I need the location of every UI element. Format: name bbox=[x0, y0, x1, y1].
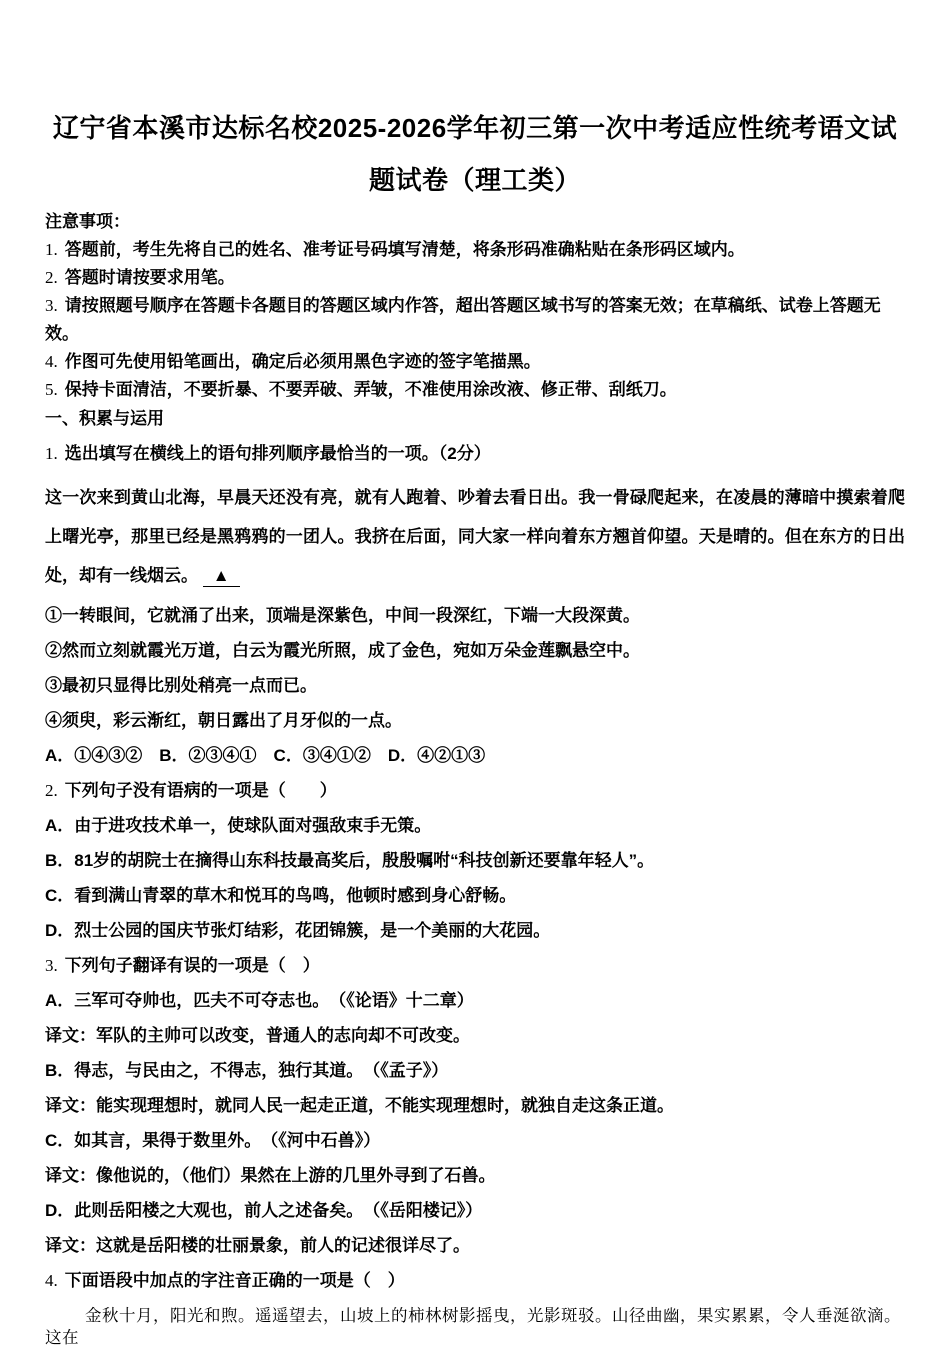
question-4-passage: 金秋十月，阳光和煦。遥遥望去，山坡上的柿林树影摇曳，光影斑驳。山径曲幽，果实累累，令人垂涎欲滴。这在 bbox=[45, 1306, 901, 1347]
passage-text: 这一次来到黄山北海，早晨天还没有亮，就有人跑着、吵着去看日出。我一骨碌爬起来，在凌晨的薄暗中摸索着爬上曙光亭，那里已经是黑鸦鸦的一团人。我挤在后面，同大家一样向着东方翘首仰望。天是晴的。但在东方的日出处，却有一线烟云。 bbox=[45, 488, 905, 585]
question-1-passage bbox=[45, 478, 905, 595]
notice-section bbox=[45, 208, 905, 404]
question-2-option-a: A．由于进攻技术单一，使球队面对强敌束手无策。 bbox=[45, 816, 432, 835]
notice-item bbox=[45, 348, 905, 376]
question-4-stem bbox=[45, 1270, 905, 1292]
section-heading: 一、积累与运用 bbox=[45, 409, 164, 428]
notice-item-text: 答题时请按要求用笔。 bbox=[64, 268, 235, 287]
notice-item-number: 1. bbox=[45, 240, 58, 259]
question-3-option-a: A．三军可夺帅也，匹夫不可夺志也。 （《论语》十二章） bbox=[45, 991, 474, 1010]
notice-heading: 注意事项： bbox=[45, 212, 130, 231]
notice-item-number: 5. bbox=[45, 380, 58, 399]
notice-item bbox=[45, 376, 905, 404]
sentence-line-3: ③最初只显得比别处稍亮一点而已。 bbox=[45, 676, 317, 695]
notice-item-text: 作图可先使用铅笔画出，确定后必须用黑色字迹的签字笔描黑。 bbox=[64, 352, 541, 371]
question-1-options: A．①④③② B．②③④① C．③④①② D．④②①③ bbox=[45, 746, 486, 765]
sentence-line-4: ④须臾，彩云渐红，朝日露出了月牙似的一点。 bbox=[45, 711, 402, 730]
notice-item bbox=[45, 236, 905, 264]
question-stem-text: 下面语段中加点的字注音正确的一项是（ ） bbox=[64, 1271, 405, 1290]
question-number: 3. bbox=[45, 956, 58, 975]
notice-item-text: 请按照题号顺序在答题卡各题目的答题区域内作答，超出答题区域书写的答案无效；在草稿纸、试卷上答题无效。 bbox=[45, 296, 881, 343]
question-2-stem bbox=[45, 780, 905, 802]
notice-item-number: 4. bbox=[45, 352, 58, 371]
notice-item bbox=[45, 292, 905, 348]
question-3-translation-b: 译文：能实现理想时，就同人民一起走正道，不能实现理想时，就独自走这条正道。 bbox=[45, 1096, 674, 1115]
exam-title: 辽宁省本溪市达标名校2025-2026学年初三第一次中考适应性统考语文试题试卷（理工类） bbox=[52, 113, 898, 195]
question-3-option-c: C．如其言，果得于数里外。 （《河中石兽》） bbox=[45, 1131, 381, 1150]
sentence-line-1: ①一转眼间，它就涌了出来，顶端是深紫色，中间一段深红，下端一大段深黄。 bbox=[45, 606, 640, 625]
notice-item-text: 保持卡面清洁，不要折暴、不要弄破、弄皱，不准使用涂改液、修正带、刮纸刀。 bbox=[64, 380, 677, 399]
question-stem-text: 下列句子翻译有误的一项是（ ） bbox=[64, 956, 320, 975]
question-2-option-c: C．看到满山青翠的草木和悦耳的鸟鸣，他顿时感到身心舒畅。 bbox=[45, 886, 517, 905]
question-1-stem bbox=[45, 443, 905, 465]
question-3-stem bbox=[45, 955, 905, 977]
question-3-translation-a: 译文：军队的主帅可以改变，普通人的志向却不可改变。 bbox=[45, 1026, 470, 1045]
question-stem-text: 选出填写在横线上的语句排列顺序最恰当的一项。（2分） bbox=[64, 444, 491, 463]
notice-item-number: 3. bbox=[45, 296, 58, 315]
question-stem-text: 下列句子没有语病的一项是（ ） bbox=[64, 781, 337, 800]
notice-item-text: 答题前，考生先将自己的姓名、准考证号码填写清楚，将条形码准确粘贴在条形码区域内。 bbox=[64, 240, 745, 259]
question-2-option-b: B．81岁的胡院士在摘得山东科技最高奖后，殷殷嘱咐“科技创新还要靠年轻人”。 bbox=[45, 851, 655, 870]
blank-marker: ▲ bbox=[203, 566, 240, 587]
question-2-option-d: D．烈士公园的国庆节张灯结彩，花团锦簇，是一个美丽的大花园。 bbox=[45, 921, 551, 940]
notice-item bbox=[45, 264, 905, 292]
question-3-option-b: B．得志，与民由之，不得志，独行其道。 （《孟子》） bbox=[45, 1061, 449, 1080]
notice-item-number: 2. bbox=[45, 268, 58, 287]
question-number: 2. bbox=[45, 781, 58, 800]
exam-page bbox=[45, 0, 905, 1349]
question-3-translation-c: 译文：像他说的，（他们）果然在上游的几里外寻到了石兽。 bbox=[45, 1166, 496, 1185]
section-1 bbox=[45, 408, 905, 1349]
sentence-line-2: ②然而立刻就霞光万道，白云为霞光所照，成了金色，宛如万朵金莲飘悬空中。 bbox=[45, 641, 640, 660]
question-3-translation-d: 译文：这就是岳阳楼的壮丽景象，前人的记述很详尽了。 bbox=[45, 1236, 470, 1255]
question-number: 1. bbox=[45, 444, 58, 463]
question-3-option-d: D．此则岳阳楼之大观也，前人之述备矣。 （《岳阳楼记》） bbox=[45, 1201, 483, 1220]
question-number: 4. bbox=[45, 1271, 58, 1290]
